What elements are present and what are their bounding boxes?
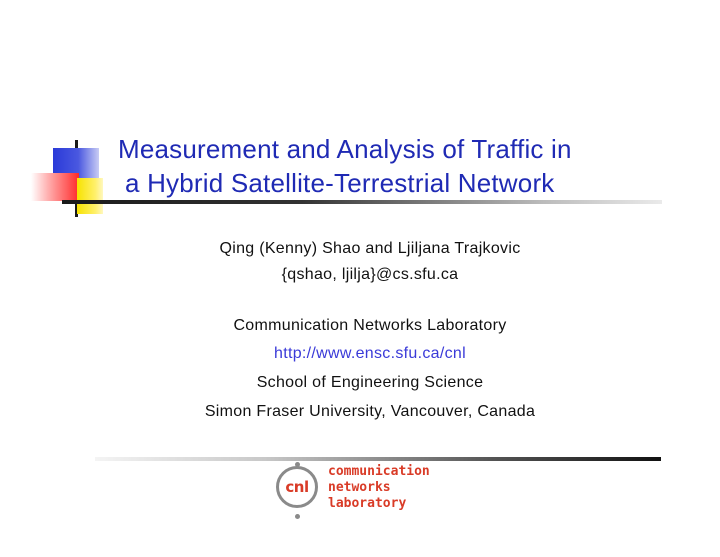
lab-name: Communication Networks Laboratory: [233, 317, 507, 334]
logo-word-networks: networks: [328, 480, 391, 495]
logo-word-laboratory: laboratory: [328, 496, 407, 511]
title-underline: [62, 200, 662, 204]
cnl-logo: [270, 462, 460, 524]
logo-dot-bottom: [295, 514, 300, 519]
title-line-2: a Hybrid Satellite-Terrestrial Network: [125, 168, 555, 198]
authors: Qing (Kenny) Shao and Ljiljana Trajkovic: [219, 240, 521, 257]
slide-title: [118, 132, 638, 200]
logo-dot-top: [295, 462, 300, 467]
footer-divider: [95, 457, 661, 461]
title-line-1: Measurement and Analysis of Traffic in: [118, 134, 572, 164]
logo-word-communication: communication: [328, 464, 430, 479]
cnl-logo-wordmark: [328, 464, 430, 512]
red-square-decoration: [31, 173, 79, 201]
school-name: School of Engineering Science: [256, 374, 484, 391]
lab-url-link[interactable]: http://www.ensc.sfu.ca/cnl: [274, 345, 466, 362]
cnl-logo-mark: [276, 466, 318, 508]
yellow-square-decoration: [77, 178, 103, 214]
university-name: Simon Fraser University, Vancouver, Canada: [204, 403, 536, 420]
cnl-logo-letters: cnl: [285, 478, 309, 496]
author-emails: {qshao, ljilja}@cs.sfu.ca: [281, 266, 459, 283]
